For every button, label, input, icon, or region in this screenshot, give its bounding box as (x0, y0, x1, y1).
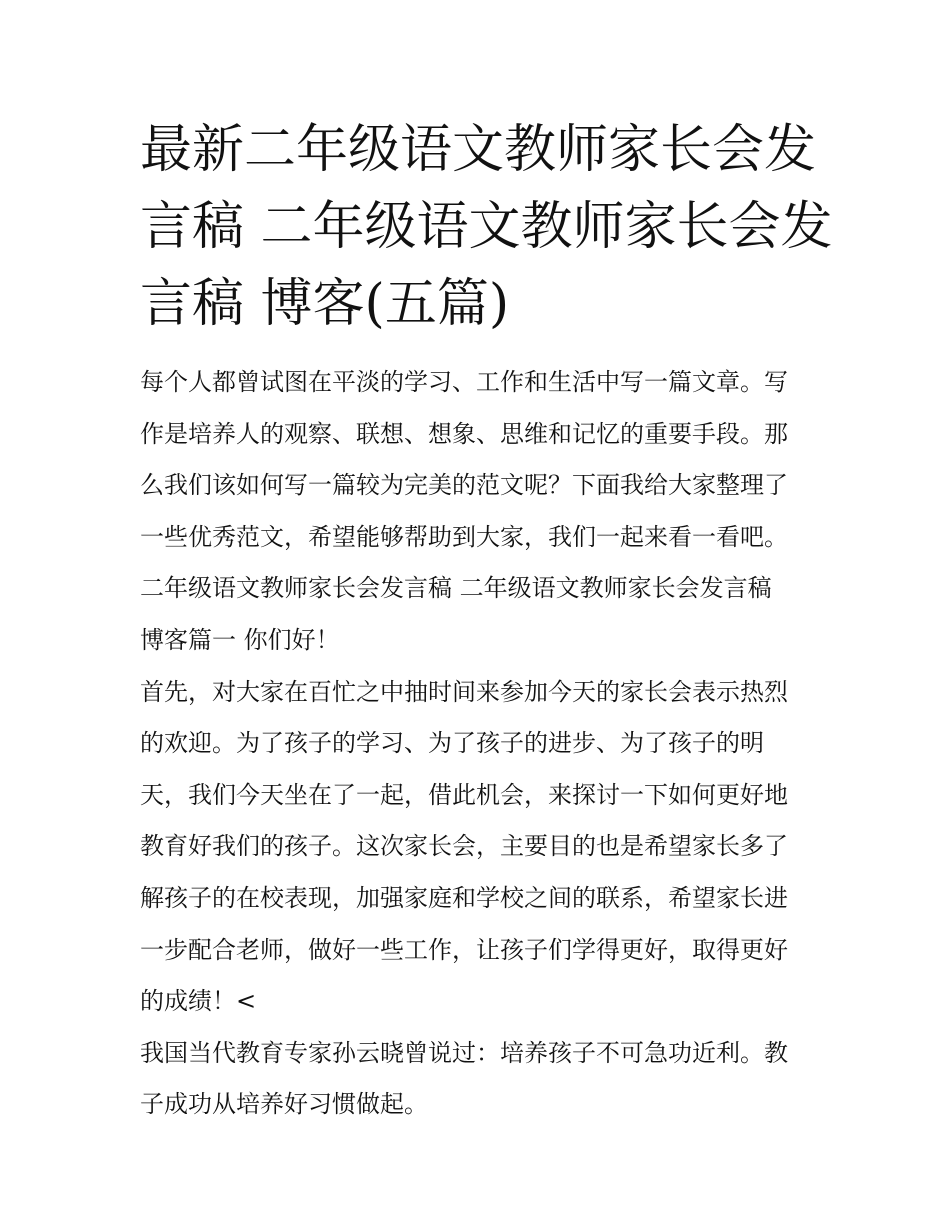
document-title (140, 112, 833, 343)
body-line: 作是培养人的观察、联想、想象、思维和记忆的重要手段。那 (140, 419, 788, 448)
body-line: 天，我们今天坐在了一起，借此机会，来探讨一下如何更好地 (140, 780, 788, 809)
body-line: 解孩子的在校表现，加强家庭和学校之间的联系，希望家长进 (140, 883, 788, 912)
body-line: 教育好我们的孩子。这次家长会，主要目的也是希望家长多了 (140, 832, 788, 861)
body-line: 一些优秀范文，希望能够帮助到大家，我们一起来看一看吧。 (140, 522, 788, 551)
body-line: 二年级语文教师家长会发言稿 二年级语文教师家长会发言稿 (140, 574, 772, 603)
body-line: 博客篇一 你们好！ (140, 625, 340, 654)
body-line: 一步配合老师，做好一些工作，让孩子们学得更好，取得更好 (140, 935, 788, 964)
title-line: 言稿 二年级语文教师家长会发 (140, 197, 833, 257)
title-line: 最新二年级语文教师家长会发 (140, 120, 817, 180)
body-line: 的成绩！< (140, 987, 257, 1016)
body-line: 么我们该如何写一篇较为完美的范文呢？下面我给大家整理了 (140, 471, 788, 500)
body-line: 我国当代教育专家孙云晓曾说过：培养孩子不可急功近利。教 (140, 1038, 788, 1067)
body-line: 的欢迎。为了孩子的学习、为了孩子的进步、为了孩子的明 (140, 729, 764, 758)
document-body (140, 357, 830, 1131)
body-line: 首先，对大家在百忙之中抽时间来参加今天的家长会表示热烈 (140, 677, 788, 706)
body-line: 子成功从培养好习惯做起。 (140, 1090, 428, 1119)
body-line: 每个人都曾试图在平淡的学习、工作和生活中写一篇文章。写 (140, 368, 788, 396)
title-line: 言稿 博客(五篇) (140, 274, 510, 334)
